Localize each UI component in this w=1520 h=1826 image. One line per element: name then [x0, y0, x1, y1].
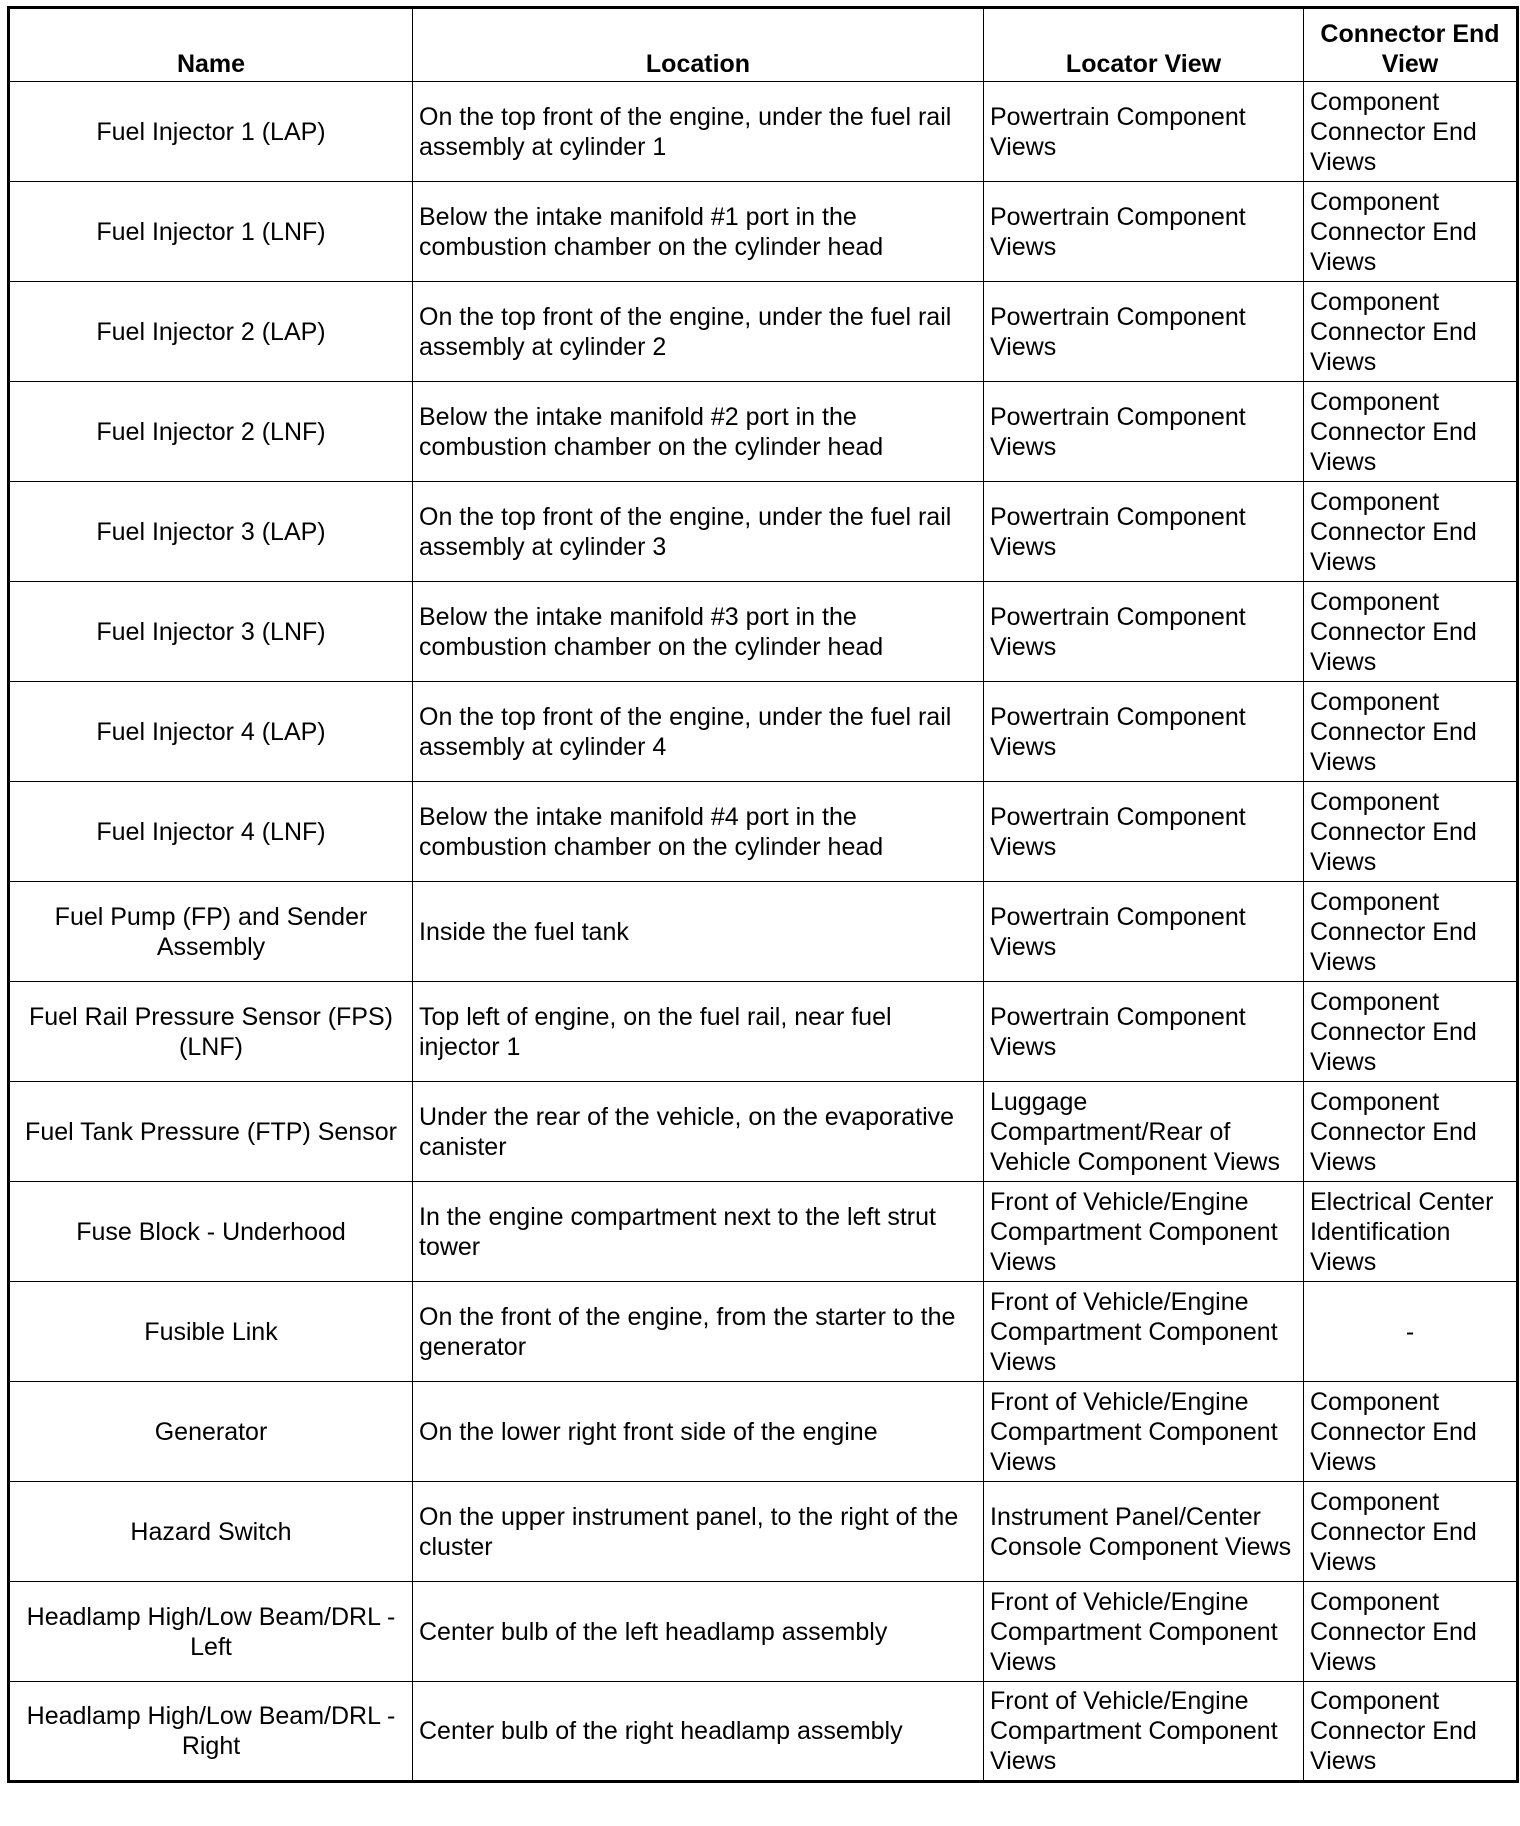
cell-connector-end-view: -	[1304, 1282, 1518, 1382]
component-locator-table	[7, 6, 1519, 1783]
table-row	[9, 1382, 1518, 1482]
cell-connector-end-view: Electrical Center Identification Views	[1304, 1182, 1518, 1282]
cell-name: Headlamp High/Low Beam/DRL - Right	[9, 1682, 413, 1782]
cell-locator-view: Powertrain Component Views	[984, 682, 1304, 782]
cell-connector-end-view: Component Connector End Views	[1304, 182, 1518, 282]
table-row	[9, 482, 1518, 582]
cell-location: Under the rear of the vehicle, on the evaporative canister	[413, 1082, 984, 1182]
cell-connector-end-view: Component Connector End Views	[1304, 282, 1518, 382]
cell-name: Fuel Injector 2 (LAP)	[9, 282, 413, 382]
header-name: Name	[9, 8, 413, 82]
cell-locator-view: Powertrain Component Views	[984, 82, 1304, 182]
cell-connector-end-view: Component Connector End Views	[1304, 882, 1518, 982]
cell-name: Hazard Switch	[9, 1482, 413, 1582]
cell-connector-end-view: Component Connector End Views	[1304, 1482, 1518, 1582]
cell-name: Fuel Injector 3 (LAP)	[9, 482, 413, 582]
table-body	[9, 82, 1518, 1782]
cell-location: Center bulb of the left headlamp assembly	[413, 1582, 984, 1682]
header-locator-view: Locator View	[984, 8, 1304, 82]
cell-locator-view: Powertrain Component Views	[984, 382, 1304, 482]
table-row	[9, 1282, 1518, 1382]
header-row	[9, 8, 1518, 82]
cell-connector-end-view: Component Connector End Views	[1304, 1582, 1518, 1682]
cell-locator-view: Luggage Compartment/Rear of Vehicle Component Views	[984, 1082, 1304, 1182]
cell-location: On the top front of the engine, under the fuel rail assembly at cylinder 4	[413, 682, 984, 782]
cell-location: Below the intake manifold #3 port in the combustion chamber on the cylinder head	[413, 582, 984, 682]
cell-name: Fuel Rail Pressure Sensor (FPS) (LNF)	[9, 982, 413, 1082]
cell-location: Center bulb of the right headlamp assembly	[413, 1682, 984, 1782]
cell-location: Below the intake manifold #2 port in the combustion chamber on the cylinder head	[413, 382, 984, 482]
cell-name: Fuel Injector 3 (LNF)	[9, 582, 413, 682]
table-row	[9, 1082, 1518, 1182]
cell-name: Headlamp High/Low Beam/DRL - Left	[9, 1582, 413, 1682]
table-row	[9, 1582, 1518, 1682]
cell-name: Fuel Injector 1 (LAP)	[9, 82, 413, 182]
cell-locator-view: Powertrain Component Views	[984, 182, 1304, 282]
cell-connector-end-view: Component Connector End Views	[1304, 382, 1518, 482]
table-row	[9, 1482, 1518, 1582]
cell-location: In the engine compartment next to the left strut tower	[413, 1182, 984, 1282]
cell-name: Fuel Injector 4 (LNF)	[9, 782, 413, 882]
cell-locator-view: Powertrain Component Views	[984, 982, 1304, 1082]
table-row	[9, 782, 1518, 882]
cell-locator-view: Powertrain Component Views	[984, 282, 1304, 382]
cell-location: On the upper instrument panel, to the right of the cluster	[413, 1482, 984, 1582]
cell-connector-end-view: Component Connector End Views	[1304, 1682, 1518, 1782]
table-row	[9, 982, 1518, 1082]
cell-connector-end-view: Component Connector End Views	[1304, 482, 1518, 582]
cell-location: Below the intake manifold #4 port in the combustion chamber on the cylinder head	[413, 782, 984, 882]
cell-location: On the top front of the engine, under the fuel rail assembly at cylinder 1	[413, 82, 984, 182]
cell-connector-end-view: Component Connector End Views	[1304, 782, 1518, 882]
cell-connector-end-view: Component Connector End Views	[1304, 1382, 1518, 1482]
cell-location: On the front of the engine, from the starter to the generator	[413, 1282, 984, 1382]
table-row	[9, 582, 1518, 682]
cell-locator-view: Front of Vehicle/Engine Compartment Component Views	[984, 1682, 1304, 1782]
cell-connector-end-view: Component Connector End Views	[1304, 1082, 1518, 1182]
cell-locator-view: Front of Vehicle/Engine Compartment Component Views	[984, 1582, 1304, 1682]
table-row	[9, 82, 1518, 182]
table-row	[9, 882, 1518, 982]
cell-location: On the lower right front side of the engine	[413, 1382, 984, 1482]
header-location: Location	[413, 8, 984, 82]
cell-location: On the top front of the engine, under the fuel rail assembly at cylinder 2	[413, 282, 984, 382]
cell-name: Fusible Link	[9, 1282, 413, 1382]
header-connector-end-view: Connector End View	[1304, 8, 1518, 82]
cell-name: Fuel Injector 4 (LAP)	[9, 682, 413, 782]
table-header	[9, 8, 1518, 82]
cell-locator-view: Powertrain Component Views	[984, 482, 1304, 582]
cell-name: Fuel Injector 1 (LNF)	[9, 182, 413, 282]
cell-location: On the top front of the engine, under the fuel rail assembly at cylinder 3	[413, 482, 984, 582]
cell-locator-view: Powertrain Component Views	[984, 782, 1304, 882]
cell-connector-end-view: Component Connector End Views	[1304, 682, 1518, 782]
cell-connector-end-view: Component Connector End Views	[1304, 82, 1518, 182]
cell-name: Generator	[9, 1382, 413, 1482]
cell-name: Fuse Block - Underhood	[9, 1182, 413, 1282]
table-row	[9, 282, 1518, 382]
table-row	[9, 682, 1518, 782]
table-row	[9, 1182, 1518, 1282]
cell-connector-end-view: Component Connector End Views	[1304, 582, 1518, 682]
cell-locator-view: Powertrain Component Views	[984, 882, 1304, 982]
cell-name: Fuel Pump (FP) and Sender Assembly	[9, 882, 413, 982]
cell-location: Top left of engine, on the fuel rail, near fuel injector 1	[413, 982, 984, 1082]
cell-locator-view: Front of Vehicle/Engine Compartment Component Views	[984, 1182, 1304, 1282]
cell-locator-view: Front of Vehicle/Engine Compartment Component Views	[984, 1282, 1304, 1382]
cell-location: Inside the fuel tank	[413, 882, 984, 982]
cell-locator-view: Front of Vehicle/Engine Compartment Component Views	[984, 1382, 1304, 1482]
table-row	[9, 382, 1518, 482]
cell-name: Fuel Tank Pressure (FTP) Sensor	[9, 1082, 413, 1182]
table-row	[9, 1682, 1518, 1782]
cell-locator-view: Instrument Panel/Center Console Component Views	[984, 1482, 1304, 1582]
cell-location: Below the intake manifold #1 port in the combustion chamber on the cylinder head	[413, 182, 984, 282]
cell-locator-view: Powertrain Component Views	[984, 582, 1304, 682]
cell-connector-end-view: Component Connector End Views	[1304, 982, 1518, 1082]
cell-name: Fuel Injector 2 (LNF)	[9, 382, 413, 482]
table-row	[9, 182, 1518, 282]
